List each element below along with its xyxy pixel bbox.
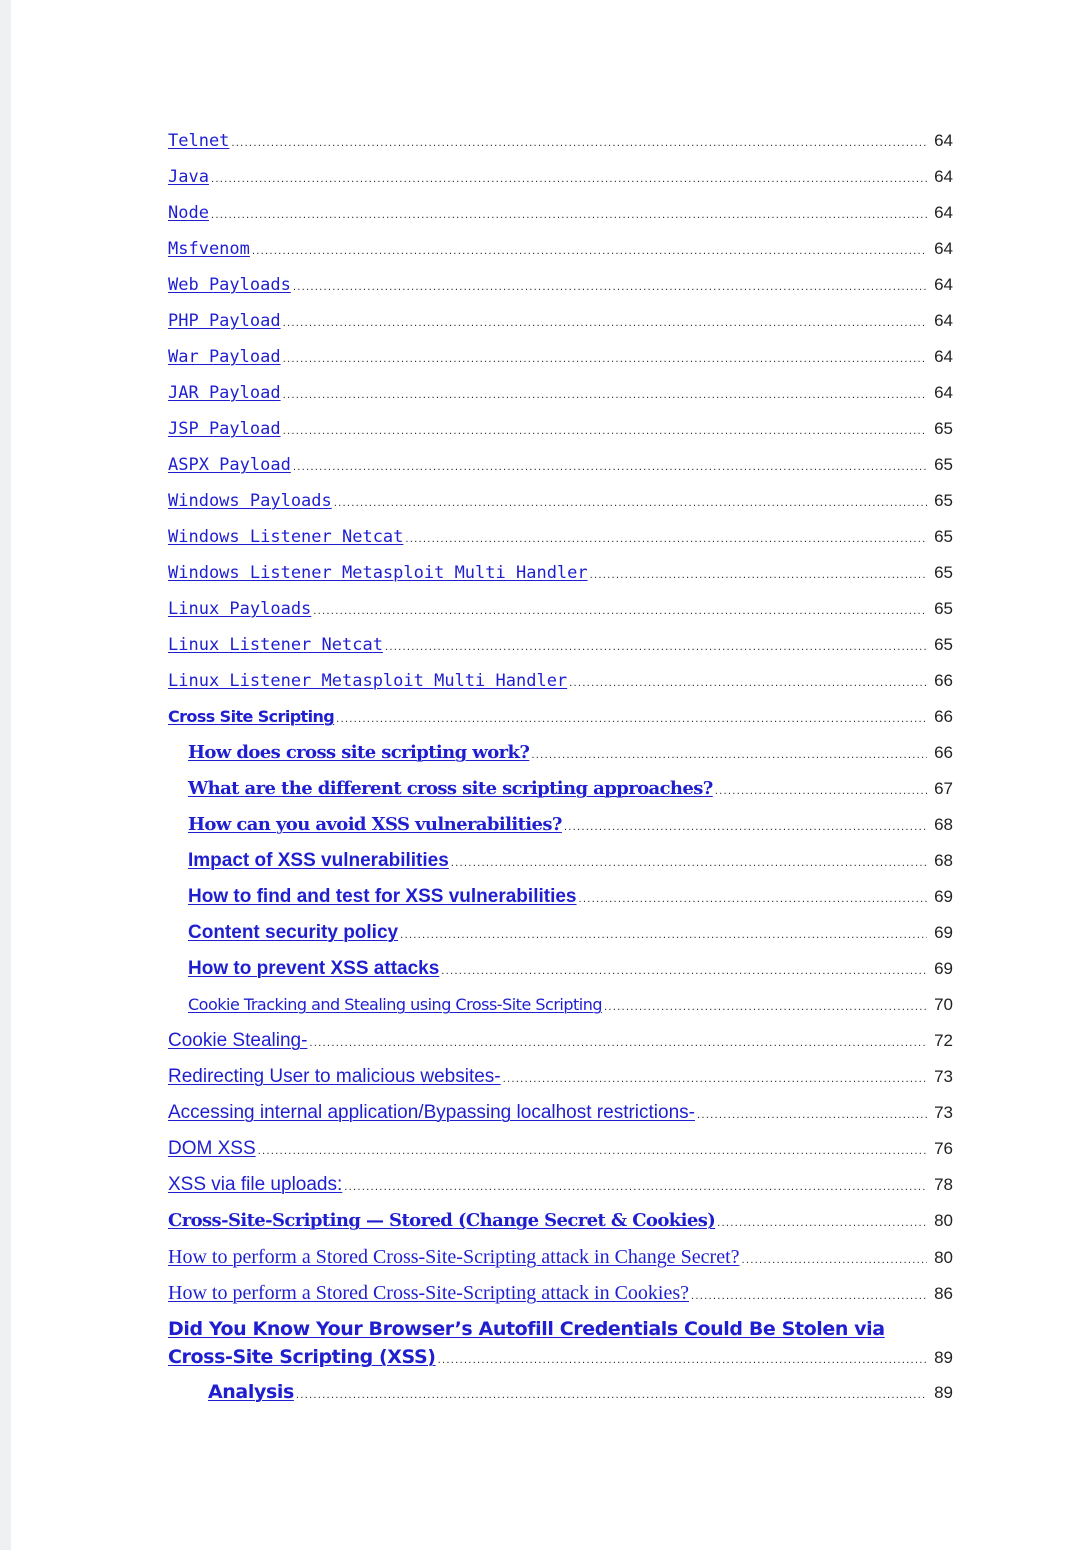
page-number: 69 [934, 887, 953, 906]
dot-leader [503, 1073, 927, 1087]
dot-leader [283, 353, 927, 367]
page-number: 69 [934, 923, 953, 942]
toc-link[interactable]: Cross-Site-Scripting — Stored (Change Secret & Cookies) [168, 1207, 715, 1235]
dot-leader [531, 749, 927, 763]
toc-link[interactable]: Java [168, 163, 209, 191]
page-number: 89 [934, 1348, 953, 1367]
page-number: 65 [934, 491, 953, 510]
page-number: 76 [934, 1139, 953, 1158]
page-number: 64 [934, 239, 953, 258]
page-number: 66 [934, 743, 953, 762]
toc-entry-cross-site-scripting[interactable] [168, 703, 953, 739]
dot-leader [258, 1145, 927, 1159]
dot-leader [717, 1217, 927, 1231]
toc-entry-aspx-payload[interactable] [168, 451, 953, 487]
toc-link[interactable]: Content security policy [188, 919, 398, 947]
dot-leader [252, 245, 927, 259]
toc-entry-linux-listener-metasploit[interactable] [168, 667, 953, 703]
toc-entry-stored-xss-change-secret[interactable] [168, 1243, 953, 1279]
toc-link[interactable]: How to perform a Stored Cross-Site-Scripting attack in Cookies? [168, 1279, 689, 1307]
page-number: 69 [934, 959, 953, 978]
toc-entry-csp[interactable] [168, 919, 953, 955]
page-number: 65 [934, 563, 953, 582]
toc-link[interactable]: Node [168, 199, 209, 227]
dot-leader [293, 281, 927, 295]
dot-leader [451, 857, 927, 871]
dot-leader [211, 209, 927, 223]
dot-leader [344, 1181, 927, 1195]
toc-link[interactable]: Cross Site Scripting [168, 703, 334, 731]
dot-leader [385, 641, 927, 655]
page-number: 66 [934, 671, 953, 690]
toc-link[interactable]: How to find and test for XSS vulnerabilities [188, 883, 577, 911]
dot-leader [590, 569, 927, 583]
toc-link[interactable]: Windows Listener Metasploit Multi Handler [168, 559, 588, 587]
dot-leader [293, 461, 927, 475]
toc-entry-linux-payloads[interactable] [168, 595, 953, 631]
viewer-left-margin [0, 0, 11, 1550]
toc-entry-web-payloads[interactable] [168, 271, 953, 307]
toc-entry-analysis[interactable] [168, 1378, 953, 1414]
toc-entry-accessing-internal[interactable] [168, 1099, 953, 1135]
toc-link[interactable]: What are the different cross site scripting approaches? [188, 775, 713, 803]
toc-entry-find-test-xss[interactable] [168, 883, 953, 919]
dot-leader [441, 965, 927, 979]
toc-link[interactable]: JAR Payload [168, 379, 281, 407]
toc-entry-linux-listener-netcat[interactable] [168, 631, 953, 667]
toc-entry-how-does-xss-work[interactable] [168, 739, 953, 775]
dot-leader [334, 497, 927, 511]
page-number: 65 [934, 599, 953, 618]
toc-entry-windows-payloads[interactable] [168, 487, 953, 523]
toc-link-line1[interactable]: Did You Know Your Browser’s Autofill Credentials Could Be Stolen via [168, 1318, 885, 1340]
toc-entry-prevent-xss[interactable] [168, 955, 953, 991]
toc-link[interactable]: Msfvenom [168, 235, 250, 263]
dot-leader [283, 425, 927, 439]
page-number: 72 [934, 1031, 953, 1050]
toc-entry-war-payload[interactable] [168, 343, 953, 379]
dot-leader [336, 713, 927, 727]
toc-link[interactable]: Windows Listener Netcat [168, 523, 403, 551]
page-number: 64 [934, 347, 953, 366]
page-number: 73 [934, 1103, 953, 1122]
toc-entry-xss-approaches[interactable] [168, 775, 953, 811]
toc-link[interactable]: How to prevent XSS attacks [188, 955, 439, 983]
dot-leader [283, 317, 927, 331]
toc-link[interactable]: ASPX Payload [168, 451, 291, 479]
toc-entry-cookie-tracking[interactable] [168, 991, 953, 1027]
toc-entry-autofill-credentials[interactable] [168, 1315, 953, 1378]
page-number: 64 [934, 275, 953, 294]
toc-link[interactable]: PHP Payload [168, 307, 281, 335]
page-number: 86 [934, 1284, 953, 1303]
toc-entry-impact-xss[interactable] [168, 847, 953, 883]
toc-link[interactable]: Web Payloads [168, 271, 291, 299]
page-number: 89 [934, 1383, 953, 1402]
dot-leader [579, 893, 928, 907]
dot-leader [296, 1389, 927, 1403]
page-number: 65 [934, 635, 953, 654]
page-number: 67 [934, 779, 953, 798]
dot-leader [742, 1254, 927, 1268]
page-number: 65 [934, 455, 953, 474]
toc-link[interactable]: How to perform a Stored Cross-Site-Scripting attack in Change Secret? [168, 1243, 740, 1271]
dot-leader [564, 821, 927, 835]
toc-entry-php-payload[interactable] [168, 307, 953, 343]
toc-link[interactable]: DOM XSS [168, 1135, 256, 1163]
page-number: 68 [934, 815, 953, 834]
toc-link[interactable]: Redirecting User to malicious websites- [168, 1063, 501, 1091]
toc-entry-xss-stored[interactable] [168, 1207, 953, 1243]
toc-entry-windows-listener-metasploit[interactable] [168, 559, 953, 595]
page-number: 64 [934, 131, 953, 150]
toc-link[interactable]: Impact of XSS vulnerabilities [188, 847, 449, 875]
page-number: 64 [934, 383, 953, 402]
toc-link[interactable]: XSS via file uploads: [168, 1171, 342, 1199]
toc-link[interactable]: JSP Payload [168, 415, 281, 443]
dot-leader [231, 137, 927, 151]
toc-link[interactable]: Windows Payloads [168, 487, 332, 515]
page-number: 66 [934, 707, 953, 726]
dot-leader [283, 389, 927, 403]
page-number: 70 [934, 995, 953, 1014]
toc-link[interactable]: War Payload [168, 343, 281, 371]
dot-leader [309, 1037, 927, 1051]
toc-entry-redirecting-user[interactable] [168, 1063, 953, 1099]
toc-entry-windows-listener-netcat[interactable] [168, 523, 953, 559]
dot-leader [405, 533, 927, 547]
toc-entry-xss-file-uploads[interactable] [168, 1171, 953, 1207]
toc-entry-java[interactable] [168, 163, 953, 199]
toc-link-line2[interactable]: Cross-Site Scripting (XSS) [168, 1343, 436, 1371]
toc-entry-jsp-payload[interactable] [168, 415, 953, 451]
dot-leader [715, 785, 927, 799]
dot-leader [438, 1354, 927, 1368]
toc-entry-node[interactable] [168, 199, 953, 235]
page-number: 65 [934, 419, 953, 438]
toc-link[interactable]: Linux Listener Metasploit Multi Handler [168, 667, 567, 695]
dot-leader [569, 677, 927, 691]
page-number: 64 [934, 203, 953, 222]
toc-link[interactable]: Telnet [168, 127, 229, 155]
dot-leader [604, 1001, 927, 1015]
dot-leader [313, 605, 927, 619]
page-number: 64 [934, 167, 953, 186]
toc-link[interactable]: Linux Payloads [168, 595, 311, 623]
dot-leader [400, 929, 927, 943]
page-number: 68 [934, 851, 953, 870]
toc-entry-jar-payload[interactable] [168, 379, 953, 415]
toc-link[interactable]: How can you avoid XSS vulnerabilities? [188, 811, 562, 839]
toc-entry-msfvenom[interactable] [168, 235, 953, 271]
toc-entry-telnet[interactable] [168, 127, 953, 163]
table-of-contents [168, 127, 953, 1414]
toc-link[interactable]: Analysis [208, 1378, 294, 1406]
toc-entry-stored-xss-cookies[interactable] [168, 1279, 953, 1315]
page-number: 73 [934, 1067, 953, 1086]
page-number: 80 [934, 1211, 953, 1230]
toc-link[interactable]: Cookie Tracking and Stealing using Cross-Site Scripting [188, 991, 602, 1019]
dot-leader [211, 173, 927, 187]
toc-link[interactable]: How does cross site scripting work? [188, 739, 529, 767]
toc-entry-avoid-xss[interactable] [168, 811, 953, 847]
toc-entry-cookie-stealing[interactable] [168, 1027, 953, 1063]
dot-leader [697, 1109, 927, 1123]
toc-link[interactable]: Cookie Stealing- [168, 1027, 307, 1055]
page-number: 64 [934, 311, 953, 330]
page-number: 80 [934, 1248, 953, 1267]
page-number: 78 [934, 1175, 953, 1194]
dot-leader [691, 1290, 927, 1304]
toc-entry-dom-xss[interactable] [168, 1135, 953, 1171]
page-number: 65 [934, 527, 953, 546]
toc-link[interactable]: Linux Listener Netcat [168, 631, 383, 659]
toc-link[interactable]: Accessing internal application/Bypassing localhost restrictions- [168, 1099, 695, 1127]
